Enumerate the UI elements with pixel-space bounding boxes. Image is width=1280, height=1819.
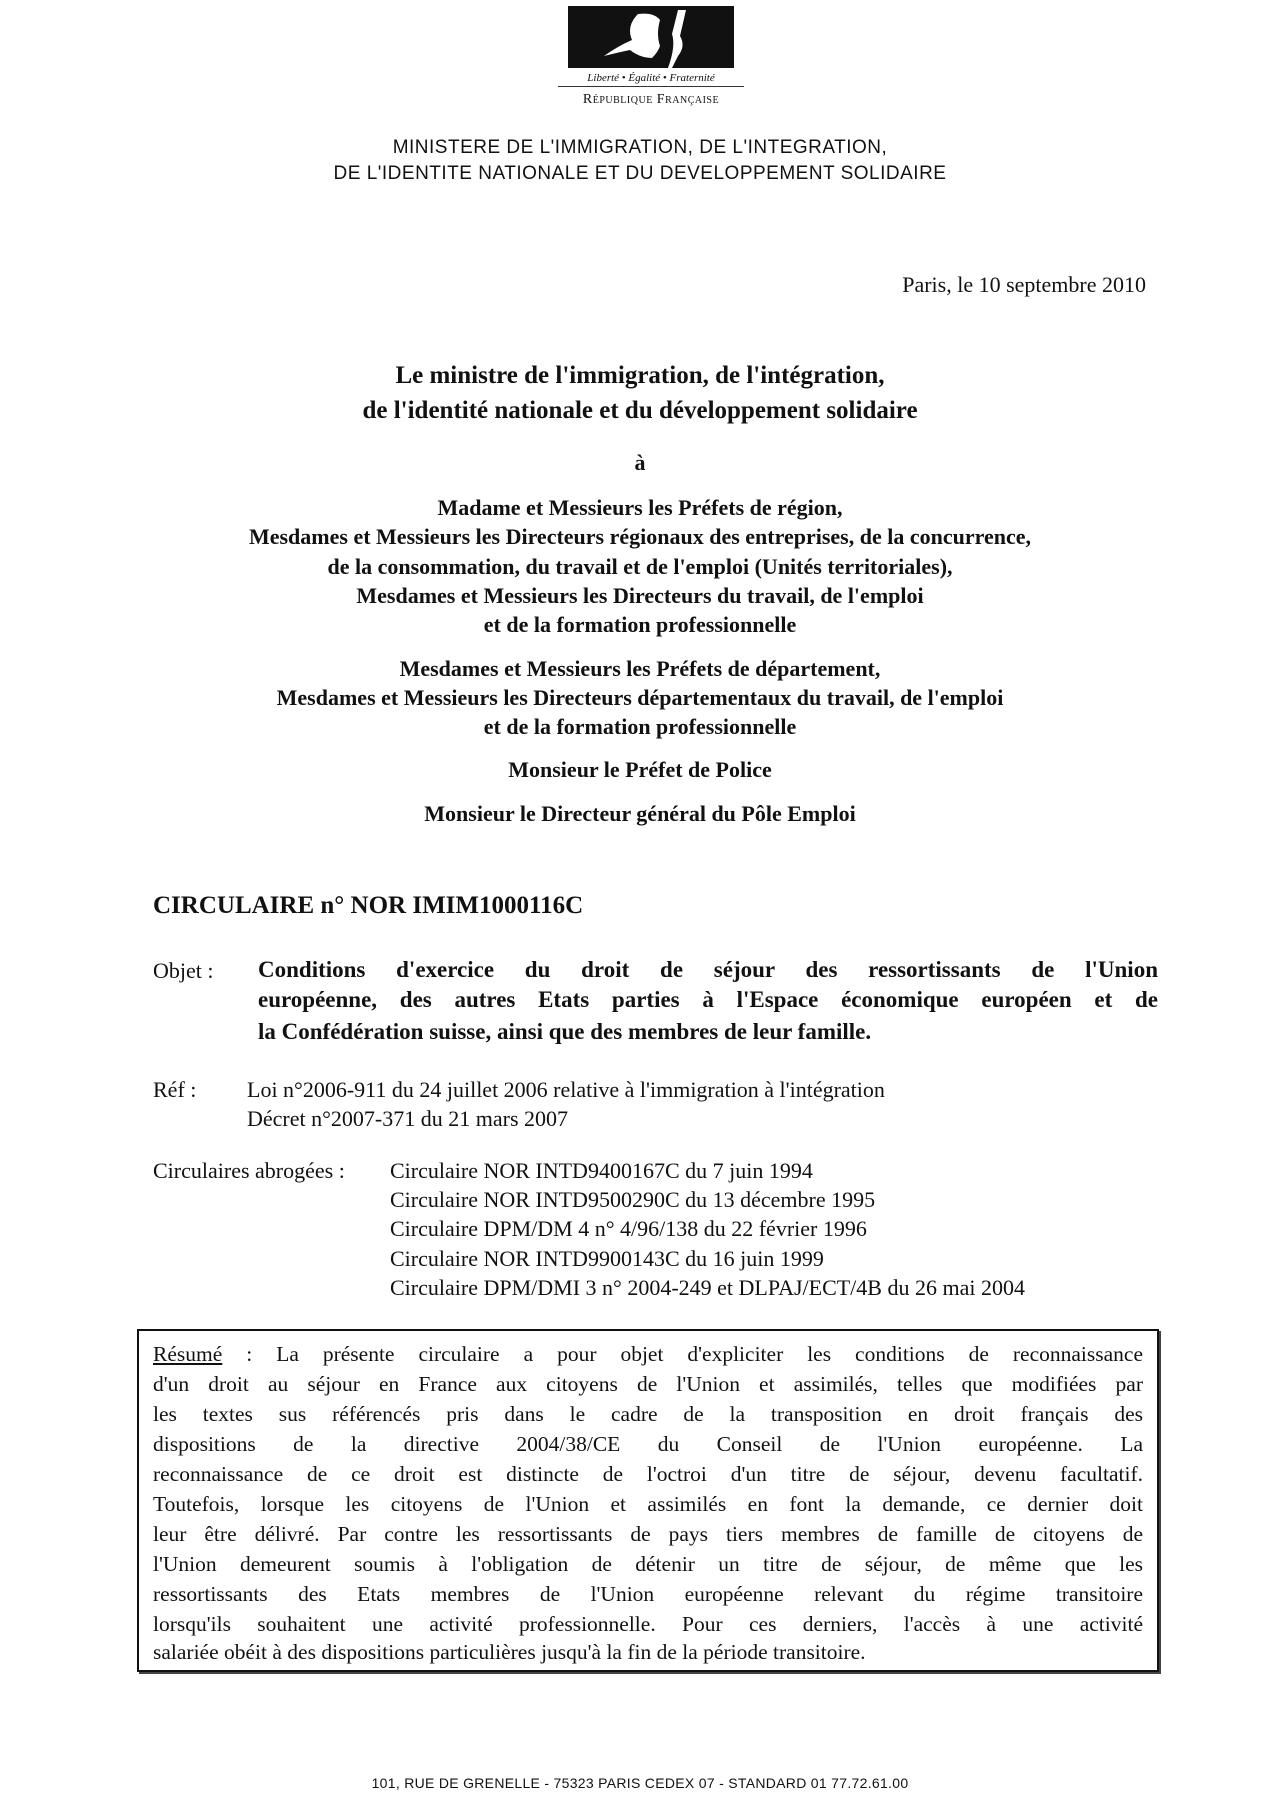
resume-line: reconnaissance de ce droit est distincte de l'octroi d'un titre de séjour, devenu facultatif. — [153, 1462, 1143, 1486]
abrogee-line: Circulaire DPM/DMI 3 n° 2004-249 et DLPAJ/ECT/4B du 26 mai 2004 — [390, 1275, 1025, 1300]
resume-line — [153, 1339, 1143, 1369]
resume-line: ressortissants des Etats membres de l'Union européenne relevant du régime transitoire — [153, 1582, 1143, 1606]
objet-label: Objet : — [153, 958, 214, 983]
document-date: Paris, le 10 septembre 2010 — [902, 272, 1146, 297]
resume-line: lorsqu'ils souhaitent une activité professionnelle. Pour ces derniers, l'accès à une activité — [153, 1612, 1143, 1636]
objet-line: Conditions d'exercice du droit de séjour des ressortissants de l'Union — [258, 957, 1158, 982]
to-label: à — [634, 450, 646, 475]
recipient-line: et de la formation professionnelle — [483, 714, 797, 739]
resume-line: Toutefois, lorsque les citoyens de l'Union et assimilés en font la demande, ce dernier doit — [153, 1492, 1143, 1516]
circulaire-reference: CIRCULAIRE n° NOR IMIM1000116C — [153, 892, 584, 919]
abrogees-label: Circulaires abrogées : — [153, 1158, 345, 1183]
recipient-line: Mesdames et Messieurs les Préfets de département, — [399, 656, 881, 681]
ref-line: Décret n°2007-371 du 21 mars 2007 — [247, 1106, 569, 1131]
recipient-line: de la consommation, du travail et de l'emploi (Unités territoriales), — [327, 554, 953, 579]
resume-line: les textes sus référencés pris dans le cadre de la transposition en droit français des — [153, 1402, 1143, 1426]
recipient-line: Madame et Messieurs les Préfets de région, — [437, 495, 843, 520]
footer-address: 101, RUE DE GRENELLE - 75323 PARIS CEDEX 07 - STANDARD 01 77.72.61.00 — [371, 1775, 909, 1791]
resume-line: dispositions de la directive 2004/38/CE du Conseil de l'Union européenne. La — [153, 1432, 1143, 1456]
abrogee-line: Circulaire DPM/DM 4 n° 4/96/138 du 22 février 1996 — [390, 1216, 867, 1241]
abrogee-line: Circulaire NOR INTD9900143C du 16 juin 1999 — [390, 1246, 824, 1271]
resume-line: d'un droit au séjour en France aux citoyens de l'Union et assimilés, telles que modifiées par — [153, 1372, 1143, 1396]
recipient-line: Mesdames et Messieurs les Directeurs régionaux des entreprises, de la concurrence, — [248, 524, 1032, 549]
abrogee-line: Circulaire NOR INTD9400167C du 7 juin 1994 — [390, 1158, 813, 1183]
resume-line: salariée obéit à des dispositions particulières jusqu'à la fin de la période transitoire. — [153, 1640, 866, 1664]
recipient-line: Monsieur le Directeur général du Pôle Emploi — [424, 801, 856, 826]
sender-line-1: Le ministre de l'immigration, de l'intégration, — [395, 362, 885, 389]
marianne-emblem-icon — [568, 6, 734, 68]
recipient-line: Mesdames et Messieurs les Directeurs du travail, de l'emploi — [356, 583, 924, 608]
resume-line: l'Union demeurent soumis à l'obligation de détenir un titre de séjour, de même que les — [153, 1552, 1143, 1576]
resume-box — [137, 1329, 1159, 1672]
recipient-line: Mesdames et Messieurs les Directeurs départementaux du travail, de l'emploi — [276, 685, 1004, 710]
resume-label: Résumé — [153, 1342, 223, 1366]
logo-motto: Liberté • Égalité • Fraternité — [558, 72, 744, 87]
ref-line: Loi n°2006-911 du 24 juillet 2006 relative à l'immigration à l'intégration — [247, 1077, 885, 1102]
logo-republic: République Française — [582, 92, 720, 107]
sender-line-2: de l'identité nationale et du développement solidaire — [362, 397, 918, 424]
abrogee-line: Circulaire NOR INTD9500290C du 13 décembre 1995 — [390, 1187, 876, 1212]
resume-line: leur être délivré. Par contre les ressortissants de pays tiers membres de famille de citoyens de — [153, 1522, 1143, 1546]
republique-francaise-logo — [558, 6, 744, 122]
ref-label: Réf : — [153, 1077, 197, 1102]
ministry-line-1: MINISTERE DE L'IMMIGRATION, DE L'INTEGRATION, — [392, 137, 888, 158]
recipient-line: et de la formation professionnelle — [483, 612, 797, 637]
resume-first-line: : La présente circulaire a pour objet d'expliciter les conditions de reconnaissance — [222, 1342, 1143, 1366]
recipient-line: Monsieur le Préfet de Police — [508, 757, 772, 782]
ministry-line-2: DE L'IDENTITE NATIONALE ET DU DEVELOPPEMENT SOLIDAIRE — [333, 163, 947, 184]
objet-line: européenne, des autres Etats parties à l'Espace économique européen et de — [258, 987, 1158, 1012]
objet-line: la Confédération suisse, ainsi que des membres de leur famille. — [258, 1019, 872, 1044]
